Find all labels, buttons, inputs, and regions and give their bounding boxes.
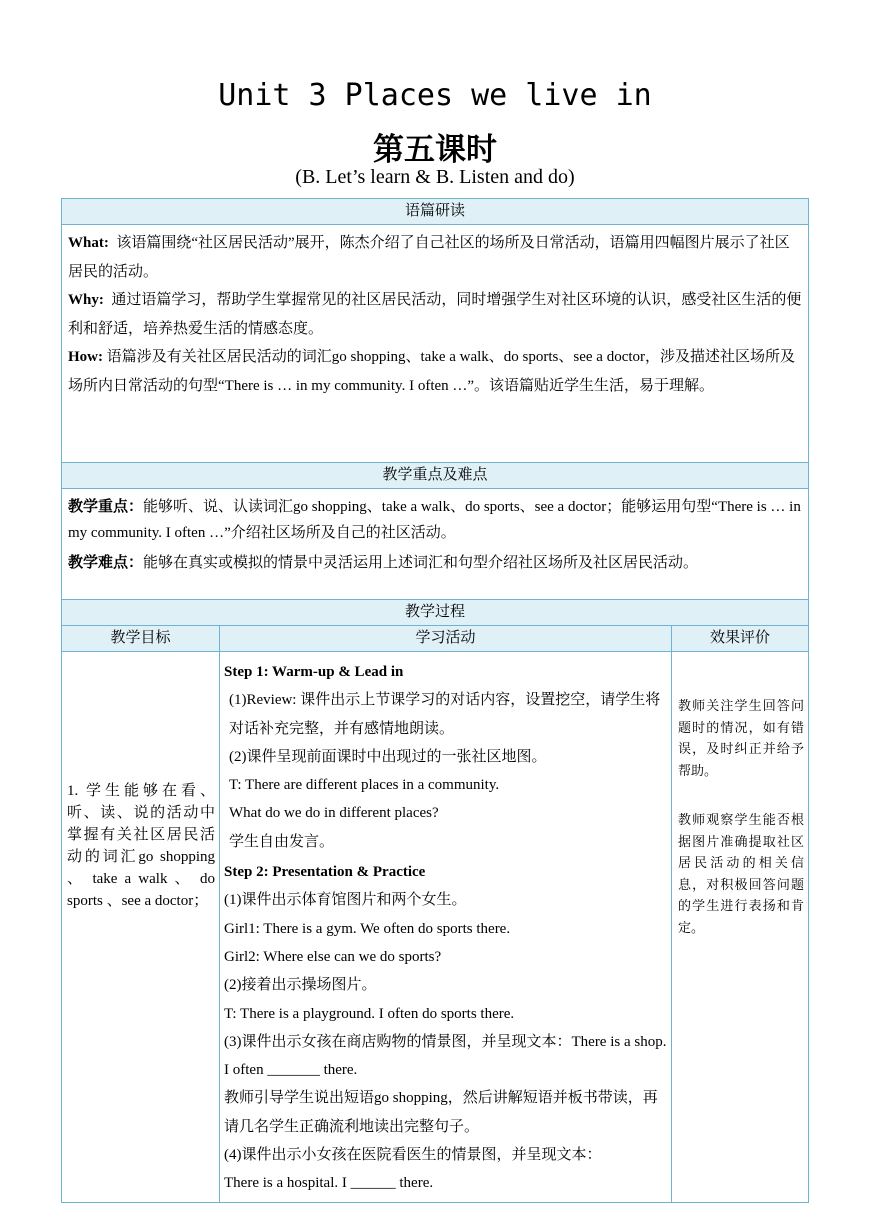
goal-text: 1. 学生能够在看、听、读、说的活动中掌握有关社区居民活动的词汇go shopping 、 take a walk 、 do sports 、see a doctor； [67, 783, 215, 909]
what-label: What: [68, 235, 109, 251]
step1-heading: Step 1: Warm-up & Lead in [224, 664, 404, 680]
how-paragraph [68, 343, 802, 400]
goal-cell [62, 652, 220, 1203]
difficulty-paragraph [68, 550, 802, 576]
evaluation-text-1: 教师关注学生回答问题时的情况，如有错误，及时纠正并给予帮助。 [678, 699, 805, 779]
what-paragraph [68, 229, 802, 286]
activity-cell [220, 652, 672, 1203]
activity-line: (2)接着出示操场图片。 [224, 977, 377, 994]
what-text: 该语篇围绕“社区居民活动”展开，陈杰介绍了自己社区的场所及日常活动，语篇用四幅图片展示了社区居民的活动。 [68, 235, 790, 280]
activity-line: 教师引导学生说出短语go shopping，然后讲解短语并板书带读，再请几名学生正确流利地读出完整句子。 [224, 1090, 658, 1135]
activity-line: T: There is a playground. I often do sports there. [224, 1005, 515, 1022]
evaluation-cell [672, 652, 809, 1203]
why-text: 通过语篇学习，帮助学生掌握常见的社区居民活动，同时增强学生对社区环境的认识，感受社区生活的便利和舒适，培养热爱生活的情感态度。 [68, 292, 802, 337]
section-header-text-study: 语篇研读 [62, 199, 809, 225]
activity-line: Girl2: Where else can we do sports? [224, 948, 442, 965]
subtitle: (B. Let’s learn & B. Listen and do) [295, 166, 575, 188]
section-header-key-points: 教学重点及难点 [62, 463, 809, 489]
evaluation-text-2: 教师观察学生能否根据图片准确提取社区居民活动的相关信息，对积极回答问题的学生进行表扬和肯定。 [678, 813, 805, 936]
key-point-text: 能够听、说、认读词汇go shopping、take a walk、do sports、see a doctor；能够运用句型“There is … in my community. I often …”介绍社区场所及自己的社区活动。 [68, 499, 801, 541]
activity-line: (1)课件出示体育馆图片和两个女生。 [224, 892, 467, 909]
column-header-evaluation: 效果评价 [672, 626, 809, 652]
column-header-goal: 教学目标 [62, 626, 220, 652]
column-header-activity: 学习活动 [220, 626, 672, 652]
activity-line: (1)Review: 课件出示上节课学习的对话内容，设置挖空，请学生将对话补充完整，并有感情地朗读。 [229, 692, 661, 737]
key-point-label: 教学重点： [68, 499, 144, 515]
key-points-cell [62, 489, 809, 600]
difficulty-text: 能够在真实或模拟的情景中灵活运用上述词汇和句型介绍社区场所及社区居民活动。 [143, 555, 699, 571]
section-header-process: 教学过程 [62, 600, 809, 626]
activity-line: What do we do in different places? [229, 805, 439, 822]
key-point-paragraph [68, 494, 802, 546]
activity-line: (4)课件出示小女孩在医院看医生的情景图，并呈现文本： [224, 1147, 602, 1164]
activity-line: (3)课件出示女孩在商店购物的情景图，并呈现文本：There is a shop. I often _______ there. [224, 1033, 667, 1079]
step2-heading: Step 2: Presentation & Practice [224, 864, 426, 881]
title-english: Unit 3 Places we live in [218, 78, 652, 113]
why-paragraph [68, 286, 802, 343]
activity-line: 学生自由发言。 [229, 833, 335, 850]
how-label: How: [68, 349, 103, 365]
how-text: 语篇涉及有关社区居民活动的词汇go shopping、take a walk、do sports、see a doctor，涉及描述社区场所及场所内日常活动的句型“There is … in my community. I often …”。该语篇贴近学生生活，易于理解。 [68, 349, 796, 394]
text-study-cell [62, 225, 809, 463]
activity-line: There is a hospital. I ______ there. [224, 1175, 434, 1192]
activity-line: (2)课件呈现前面课时中出现过的一张社区地图。 [229, 748, 547, 765]
activity-line: Girl1: There is a gym. We often do sports there. [224, 920, 511, 937]
lesson-plan-table [61, 198, 809, 1203]
difficulty-label: 教学难点： [68, 555, 144, 571]
title-chinese: 第五课时 [373, 132, 497, 168]
why-label: Why: [68, 292, 104, 308]
activity-line: T: There are different places in a community. [229, 777, 500, 794]
